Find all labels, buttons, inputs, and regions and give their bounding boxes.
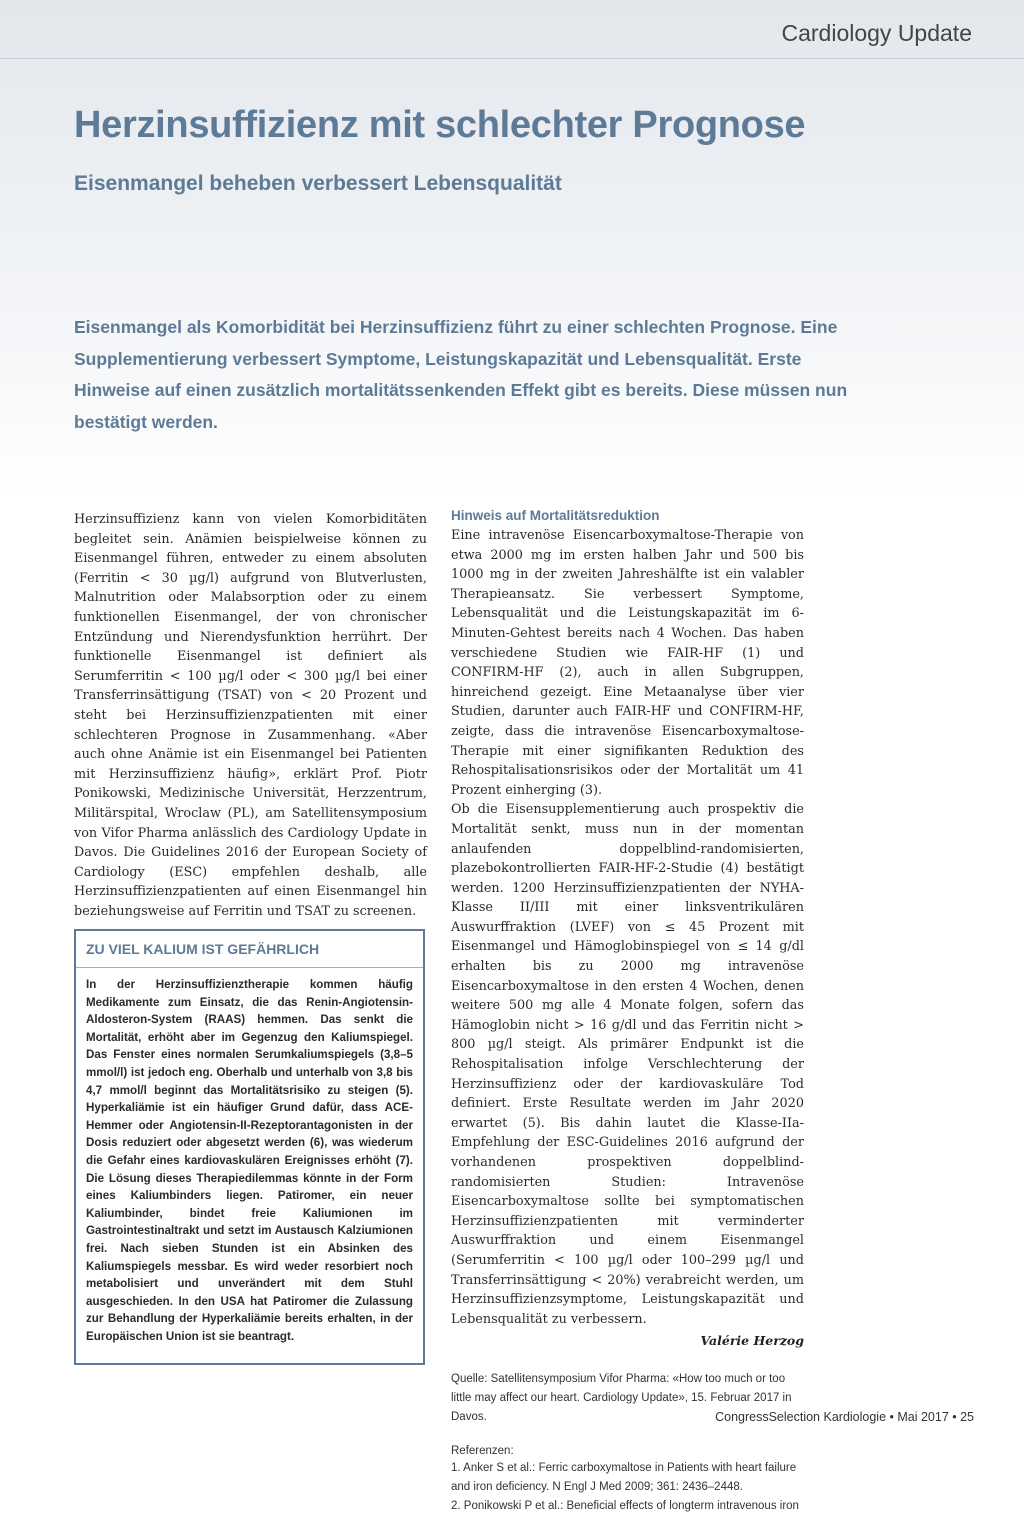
- source-text: Satellitensymposium Vifor Pharma: «How too much or too little may affect our heart. Cardiology Update», 15. Februar 2017 in Davos.: [451, 1373, 792, 1424]
- left-column: [74, 510, 427, 921]
- reference-item: 2. Ponikowski P et al.: Beneficial effects of longterm intravenous iron: [451, 1500, 799, 1513]
- info-box-text: In der Herzinsuffizienztherapie kommen häufig Medikamente zum Einsatz, die das Renin-Angiotensin-Aldosteron-System (RAAS) hemmen. Das senkt die Mortalität, erhöht aber im Gegenzug den Kaliumspiegel. Das Fenster eines normalen Serumkaliumspiegels (3,8–5 mmol/l) ist jedoch eng. Oberhalb und unterhalb von 3,8 bis 4,7 mmol/l beginnt das Mortalitätsrisiko zu steigen (5). Hyperkaliämie ist ein häufiger Grund dafür, dass ACE-Hemmer oder Angiotensin-II-Rezeptorantagonisten in der Dosis reduziert oder abgesetzt werden (6), was wiederum die Gefahr eines kardiovaskulären Ereignisses erhöht (7). Die Lösung dieses Therapiedilemmas könnte in der Form eines Kaliumbinders liegen. Patiromer, ein neuer Kaliumbinder, bindet freie Kaliumionen im Gastrointestinaltrakt und setzt im Austausch Kalziumionen frei. Nach sieben Stunden ist ein Absinken des Kaliumspiegels messbar. Es wird weder resorbiert noch metabolisiert und unverändert mit dem Stuhl ausgeschieden. In den USA hat Patiromer die Zulassung zur Behandlung der Hyperkaliämie bereits erhalten, in der Europäischen Union ist sie beantragt.: [86, 978, 413, 1343]
- section-heading: Hinweis auf Mortalitätsreduktion: [451, 508, 660, 523]
- article-lead: Eisenmangel als Komorbidität bei Herzinsuffizienz führt zu einer schlechten Prognose. Eine Supplementierung verbessert Symptome, Leistungskapazität und Lebensqualität. Erste Hinweise auf einen zusätzlich mortalitätssenkenden Effekt gibt es bereits. Diese müssen nun bestätigt werden.: [74, 317, 848, 432]
- article-title: Herzinsuffizienz mit schlechter Prognose: [74, 104, 806, 146]
- info-box: [74, 929, 425, 1365]
- source-label: Quelle:: [451, 1373, 488, 1386]
- reference-item: 1. Anker S et al.: Ferric carboxymaltose in Patients with heart failure and iron deficiency. N Engl J Med 2009; 361: 2436–2448.: [451, 1462, 797, 1494]
- section-paragraph: Ob die Eisensupplementierung auch prospektiv die Mortalität senkt, muss nun in der momentan anlaufenden doppelblind-randomisierten, plazebokontrollierten FAIR-HF-2-Studie (4) bestätigt werden. 1200 Herzinsuffizienzpatienten der NYHA-Klasse II/III mit einer linksventrikulären Auswurffraktion (LVEF) von ≤ 45 Prozent mit Eisenmangel und Hämoglobinspiegel von ≤ 14 g/dl erhalten bis zu 2000 mg intravenöse Eisencarboxymaltose in den ersten 4 Wochen, denen weitere 500 mg alle 4 Monate folgen, sofern das Hämoglobin nicht > 16 g/dl und das Ferritin nicht > 800 µg/l steigt. Als primärer Endpunkt ist die Rehospitalisation infolge Verschlechterung der Herzinsuffizienz oder der kardiovaskuläre Tod definiert. Erste Resultate werden im Jahr 2020 erwartet (5). Bis dahin lautet die Klasse-IIa-Empfehlung der ESC-Guidelines 2016 aufgrund der vorhandenen prospektiven doppelblind-randomisierten Studien: Intravenöse Eisencarboxymaltose sollte bei symptomatischen Herzinsuffizienzpatienten mit verminderter Auswurffraktion und einem Eisenmangel (Serumferritin < 100 µg/l oder 100–299 µg/l und Transferrinsättigung < 20%) verabreicht werden, um Herzinsuffizienzsymptome, Leistungskapazität und Lebensqualität zu verbessern.: [451, 802, 804, 1327]
- intro-paragraph: Herzinsuffizienz kann von vielen Komorbiditäten begleitet sein. Anämien beispielweise können zu Eisenmangel führen, entweder zu einem absoluten (Ferritin < 30 µg/l) aufgrund von Blutverlusten, Malnutrition oder Malabsorption oder zu einem funktionellen Eisenmangel, der von chronischer Entzündung und Nierendysfunktion herrührt. Der funktionelle Eisenmangel ist definiert als Serumferritin < 100 µg/l oder < 300 µg/l bei einer Transferrinsättigung (TSAT) von < 20 Prozent und steht bei Herzinsuffizienzpatienten mit einer schlechteren Prognose in Zusammenhang. «Aber auch ohne Anämie ist ein Eisenmangel bei Patienten mit Herzinsuffizienz häufig», erklärt Prof. Piotr Ponikowski, Medizinische Universität, Herzzentrum, Militärspital, Wroclaw (PL), am Satellitensymposium von Vifor Pharma anlässlich des Cardiology Update in Davos. Die Guidelines 2016 der European Society of Cardiology (ESC) empfehlen deshalb, alle Herzinsuffizienzpatienten auf einen Eisenmangel hin beziehungsweise auf Ferritin und TSAT zu screenen.: [74, 512, 427, 919]
- header-bar: [0, 0, 1024, 59]
- references-list: [451, 1459, 804, 1516]
- article-subtitle: Eisenmangel beheben verbessert Lebensqualität: [74, 172, 562, 195]
- section-label: Cardiology Update: [781, 20, 972, 46]
- info-box-title: ZU VIEL KALIUM IST GEFÄHRLICH: [76, 931, 423, 968]
- section-paragraph: Eine intravenöse Eisencarboxymaltose-Therapie von etwa 2000 mg im ersten halben Jahr und 500 bis 1000 mg in der zweiten Jahreshälfte ist ein valabler Therapieansatz. Sie verbessert Symptome, Lebensqualität und die Leistungskapazität im 6-Minuten-Gehtest bereits nach 4 Wochen. Das haben verschiedene Studien wie FAIR-HF (1) und CONFIRM-HF (2), auch in allen Subgruppen, hinreichend gezeigt. Eine Metaanalyse über vier Studien, darunter auch FAIR-HF und CONFIRM-HF, zeigte, dass die intravenöse Eisencarboxymaltose-Therapie mit einer signifikanten Reduktion des Rehospitalisationsrisikos oder der Mortalität um 41 Prozent einherging (3).: [451, 528, 804, 798]
- page-footer: CongressSelection Kardiologie • Mai 2017 • 25: [715, 1410, 974, 1424]
- right-column: [451, 508, 804, 1516]
- author-name: Valérie Herzog: [700, 1333, 804, 1349]
- references-title: Referenzen:: [451, 1445, 514, 1458]
